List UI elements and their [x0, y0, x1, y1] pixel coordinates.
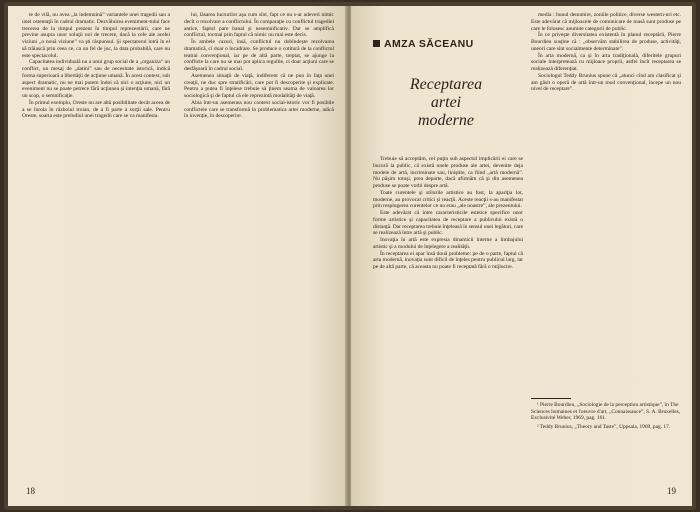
paragraph: În arta modernă, ca şi în arta tradiţională, diferitele grupuri sociale interpretează cu mijloace proprii, astfel încît receptarea se realizează diferenţiat. [531, 52, 681, 72]
footnote: ¹ Pierre Bourdieu, „Sociologie de la perception artistique”, în The Sciences humaines et l'oeuvre d'art, „Connaissance”, S. A. Bruxelles, Exclusivité Weber, 1969, pag. 161. [531, 402, 681, 422]
article-title [401, 76, 491, 130]
book-spread [4, 2, 696, 510]
paragraph: Toate curentele şi stilurile artistice au fost, la apariţia lor, moderne, au provocat critici şi reacţii. Aceste reacţii s-au manifestat prin respingerea curentelor ce nu erau „ale noastre”, ale prezentului. [373, 189, 523, 210]
paragraph: În primul exemplu, Oreste nu are altă posibilitate decât aceea de a se înrola în războiul troian, de a fi parte a sorţii sale. Pentru Oreste, soarta este preludiul unei tragedii care se va manifesta. [22, 99, 170, 120]
page-number: 19 [667, 486, 676, 496]
paragraph: Este adevărat că între caracteristicile estetice specifice unor forme artistice şi capacitatea de receptare a publicului există o distanţă. Dar receptarea trebuie înţeleasă în sensul unei legături, care se realizează între artă şi public. [373, 210, 523, 237]
right-page [351, 6, 692, 506]
footnote: ² Teddy Brunius, „Theory and Taste”, Uppsala, 1969, pag. 17. [537, 423, 671, 430]
paragraph: Abia într-un asemenea nou context social-istoric vor fi posibile conflictele care se transformă în problematica artei moderne, adică în invenţie, în descoperire. [184, 99, 334, 120]
paragraph: Sociologul Teddy Brunius spune că „atunci cînd am clasificat şi am găsit o operă de artă într-un mod convenţional, începe un nou nivel de receptare”. [531, 72, 681, 93]
footnote-rule [531, 398, 571, 399]
paragraph: În receptarea ei apar însă două probleme: pe de o parte, faptul că arta modernă, inovaţia sunt dificil de înţeles pentru publicul larg, iar pe de altă parte, că aceasta nu poate fi receptată fără o mijlocire. [373, 250, 523, 270]
square-bullet-icon [373, 40, 380, 47]
left-page [8, 6, 347, 506]
paragraph: Capacitatea individuală nu a unui grup social de a „organiza” un conflict, un mesaj de „datini” sau de necesitate istorică, indică forma superioară a libertăţii de acţiune umană. În acest context, sub aspect dramatic, nu ne mai putem îndoi că nici o acţiune, nici un eveniment nu se poate petrece fără acţiunea şi intenţia umană, fără un scop, o semnificaţie. [22, 59, 170, 99]
paragraph: În ce priveşte diversitatea existentă în planul receptării, Pierre Bourdieu susţine că : „observăm stabilirea de produse, activităţi, uneori care sînt socialmente determinate”. [531, 32, 681, 52]
article-author [373, 38, 474, 50]
author-name: AMZA SĂCEANU [384, 38, 474, 50]
paragraph: Asemenea situaţii de viaţă, indiferent că ne pun în faţa unei creaţii, ne duc spre stratificări, care pot fi descoperite şi explicate. Pentru a putea fi înţelese trebuie să ţinem seama de valoarea lor sociologică şi de faptul că ele reprezintă modalităţi de viaţă. [184, 72, 334, 99]
left-column-2 [184, 12, 334, 462]
title-line-1: Receptarea [409, 76, 483, 93]
footnotes [531, 398, 681, 432]
right-column-1 [373, 156, 523, 491]
paragraph: Trebuie să acceptăm, cel puţin sub aspectul implicării ei care se bucură la public, că există unele produse ale artei, devenite deja modele de artă, incriminate sau, liniştite, ca fiind „artă modernă”. Nu păşim totuşi, prea departe, dacă afirmăm că şi din asemenea produse se poate vorbi despre artă. [373, 156, 523, 189]
paragraph: te de vilă, nu avea „la indemnină” variantele unei tragedii sau a unei ostentaţii în cadrul dramatic. Dezvăluirea eveniment-tului face trecerea de la timpul prezent în timpul reprezentării, care ne previne asupra unor soluţii noi de trecere, dacă la cele ale acelei viziuni „o nouă viziune” va şti răspunsul. Şi spectatorul intră în el să trăiască prin ceea ce, ca un fel de joc, la data probabilă, care nu este spectacolul. [22, 12, 170, 59]
right-column-2 [531, 12, 681, 397]
title-line-2: artei moderne [418, 94, 474, 129]
paragraph: media : bunul denumire, zoniile politice, diverse western-uri etc. Este adevărat că mijloacele de comunicare de masă sunt produse pe care le folosesc anumite categorii de public. [531, 12, 681, 32]
left-column-1 [22, 12, 170, 462]
paragraph: Inovaţia în artă este expresia dinamicii interne a limbajului artistic şi a modului de înţelegere a realităţii. [373, 237, 523, 250]
paragraph: În ambele cazuri, însă, conflictul nu dobîndeşte rezolvarea dramatică, ci doar o încadrare. Se produce o cotitură de la conflictul teatral convenţional, iar pe de altă parte, treptat, se ajunge la conflicte la care nu se mai pot aplica regulile, ci doar acţiuni care se desfăşoară în cadrul social. [184, 39, 334, 72]
page-number: 18 [26, 486, 35, 496]
paragraph: lui, lăsarea lucrurilor aşa cum sînt, fapt ce nu s-ar adeveri nimic decît o rezolvare a conflictului. În comparaţie cu conflictul tragediei antice, faptul pare banal şi nesemnificativ. Dar se amplifică conflictul, tocmai prin faptul că nimic nu mai este decis. [184, 12, 334, 39]
